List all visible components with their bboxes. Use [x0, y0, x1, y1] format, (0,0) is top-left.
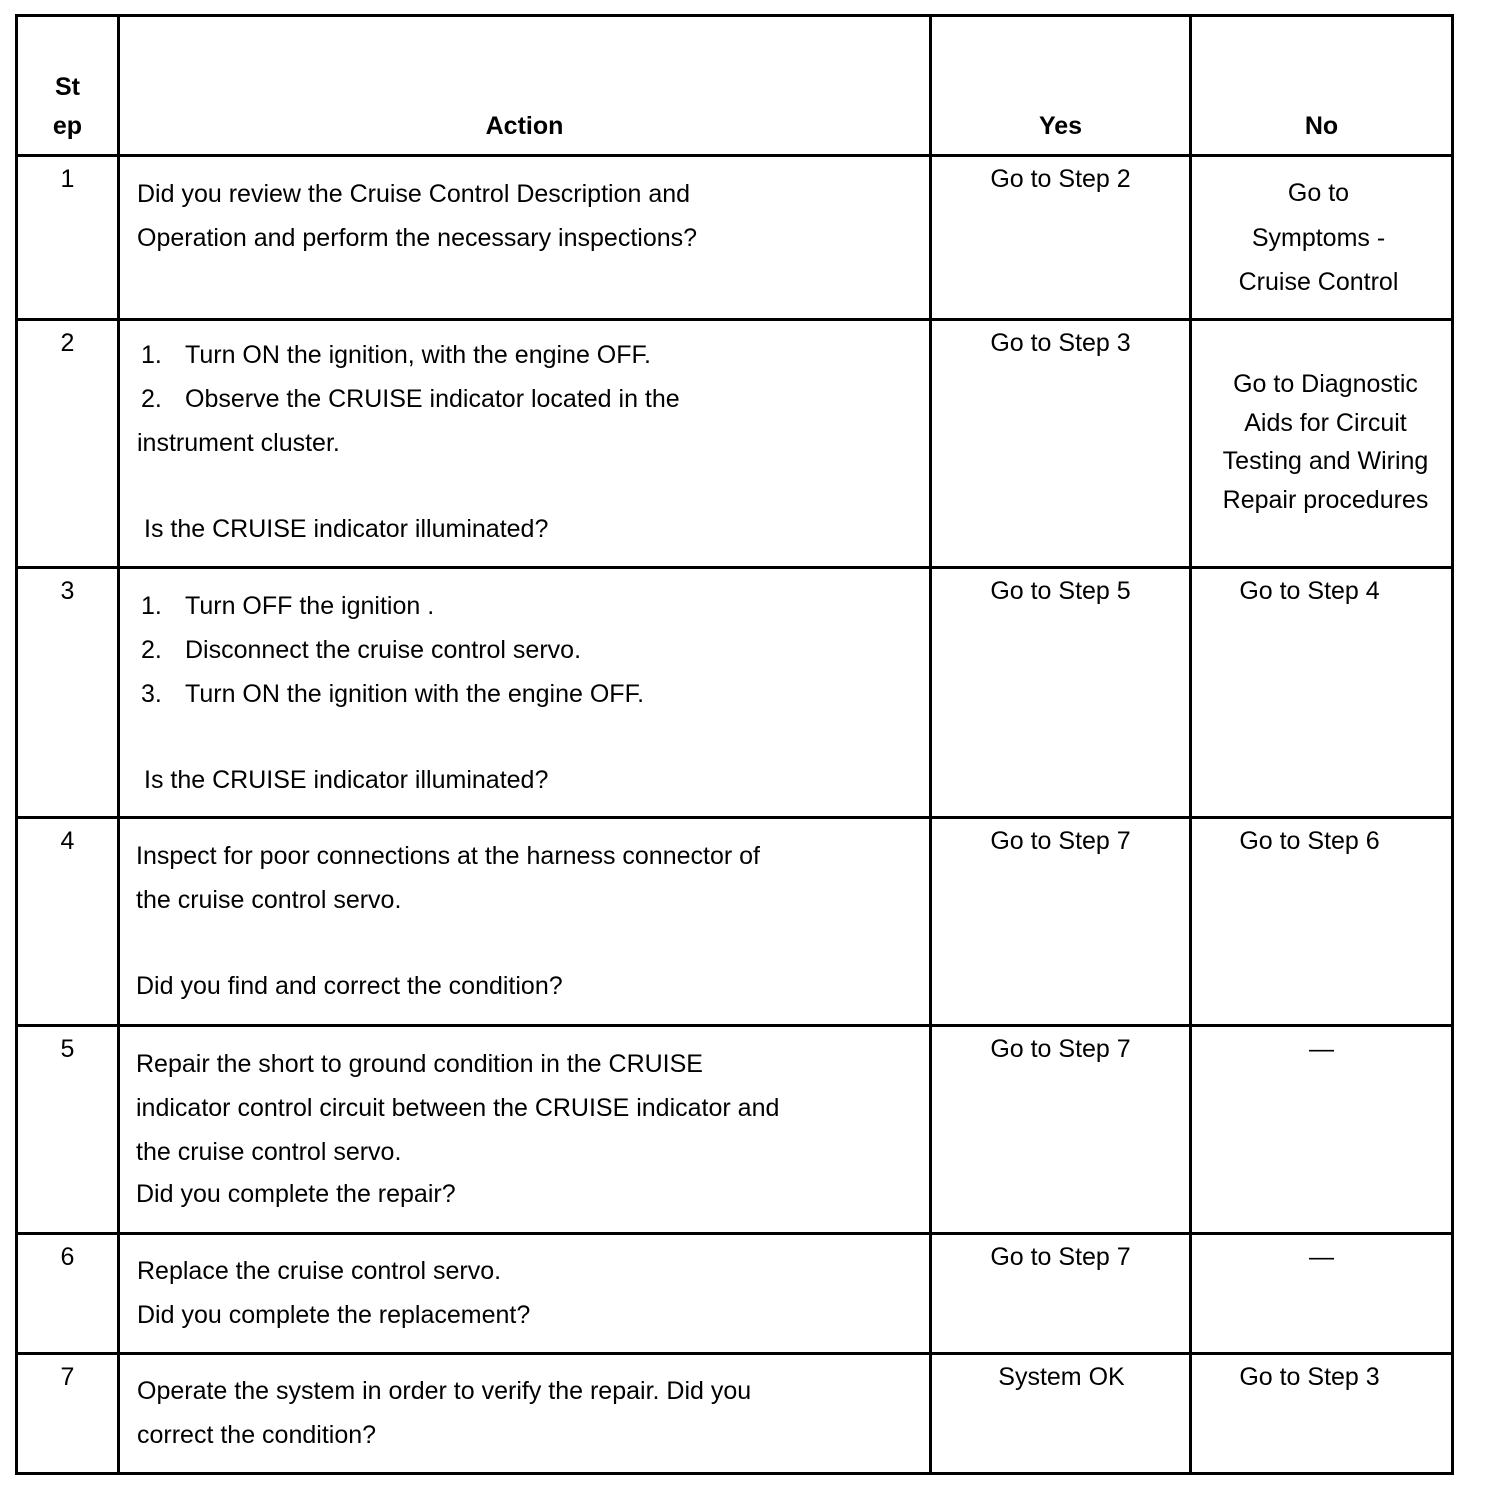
table-row — [17, 1234, 1453, 1354]
header-step-line1: St — [55, 73, 80, 101]
header-action: Action — [119, 16, 931, 156]
list-text: Turn ON the ignition with the engine OFF. — [185, 680, 645, 708]
action-question: Did you complete the replacement? — [137, 1301, 531, 1329]
action-cell — [119, 1026, 931, 1234]
action-cell — [119, 1354, 931, 1474]
no-cell: Go to Step 3 — [1191, 1354, 1453, 1474]
no-line: Aids for Circuit — [1244, 408, 1407, 437]
diagnostic-table — [15, 14, 1454, 1475]
yes-cell: Go to Step 3 — [931, 320, 1191, 568]
table-row — [17, 1026, 1453, 1234]
action-list-item — [137, 628, 913, 672]
no-line: Testing and Wiring — [1222, 447, 1429, 475]
step-number: 7 — [17, 1354, 119, 1474]
action-cell — [119, 320, 931, 568]
step-number: 5 — [17, 1026, 119, 1234]
list-number: 2. — [141, 385, 162, 413]
list-number: 2. — [141, 636, 162, 664]
action-question: Did you find and correct the condition? — [136, 972, 563, 1000]
action-line: instrument cluster. — [137, 429, 340, 457]
no-line: Cruise Control — [1238, 268, 1399, 296]
action-line: the cruise control servo. — [136, 1138, 402, 1166]
action-list-item — [137, 672, 913, 716]
no-line: Symptoms - — [1251, 223, 1386, 252]
action-cell — [119, 818, 931, 1026]
step-number: 3 — [17, 568, 119, 818]
table-row — [17, 818, 1453, 1026]
list-text: Disconnect the cruise control servo. — [185, 636, 582, 664]
yes-cell: Go to Step 5 — [931, 568, 1191, 818]
yes-cell: Go to Step 2 — [931, 156, 1191, 320]
list-number: 3. — [141, 680, 162, 708]
step-number: 6 — [17, 1234, 119, 1354]
table-row — [17, 1354, 1453, 1474]
header-no: No — [1191, 16, 1453, 156]
table-row — [17, 320, 1453, 568]
action-list-item — [137, 584, 913, 628]
header-step-line2: ep — [52, 112, 83, 140]
list-number: 1. — [141, 341, 162, 369]
no-cell — [1191, 156, 1453, 320]
action-line: Operate the system in order to verify the repair. Did you — [137, 1377, 752, 1405]
no-line: Repair procedures — [1222, 485, 1429, 514]
step-number: 1 — [17, 156, 119, 320]
no-cell — [1191, 320, 1453, 568]
header-row — [17, 16, 1453, 156]
action-cell — [119, 156, 931, 320]
action-list-item — [137, 333, 913, 377]
no-line: Go to Diagnostic — [1233, 370, 1418, 398]
action-line: Operation and perform the necessary inspections? — [137, 224, 698, 252]
action-question: Is the CRUISE indicator illuminated? — [144, 766, 549, 794]
action-question: correct the condition? — [137, 1421, 377, 1449]
list-number: 1. — [141, 592, 162, 620]
action-cell — [119, 568, 931, 818]
action-line: Replace the cruise control servo. — [137, 1257, 502, 1285]
yes-cell: Go to Step 7 — [931, 1234, 1191, 1354]
action-line: indicator control circuit between the CRUISE indicator and — [136, 1094, 780, 1122]
action-line: the cruise control servo. — [136, 886, 402, 914]
header-yes: Yes — [931, 16, 1191, 156]
list-text: Turn ON the ignition, with the engine OFF. — [185, 341, 651, 369]
yes-cell: System OK — [931, 1354, 1191, 1474]
yes-cell: Go to Step 7 — [931, 818, 1191, 1026]
table-row — [17, 568, 1453, 818]
no-cell: — — [1191, 1026, 1453, 1234]
step-number: 2 — [17, 320, 119, 568]
action-cell — [119, 1234, 931, 1354]
table-row — [17, 156, 1453, 320]
no-line: Go to — [1287, 179, 1350, 207]
list-text: Observe the CRUISE indicator located in the — [185, 385, 680, 413]
action-line: Did you review the Cruise Control Description and — [137, 180, 691, 208]
list-text: Turn OFF the ignition . — [185, 592, 435, 620]
no-cell: Go to Step 4 — [1191, 568, 1453, 818]
action-question: Did you complete the repair? — [136, 1180, 456, 1208]
action-line: Repair the short to ground condition in the CRUISE — [136, 1050, 703, 1078]
yes-cell: Go to Step 7 — [931, 1026, 1191, 1234]
action-line: Inspect for poor connections at the harness connector of — [136, 842, 760, 870]
action-question: Is the CRUISE indicator illuminated? — [144, 515, 549, 543]
header-step — [17, 16, 119, 156]
no-cell: — — [1191, 1234, 1453, 1354]
no-cell: Go to Step 6 — [1191, 818, 1453, 1026]
action-list-item — [137, 377, 913, 421]
step-number: 4 — [17, 818, 119, 1026]
